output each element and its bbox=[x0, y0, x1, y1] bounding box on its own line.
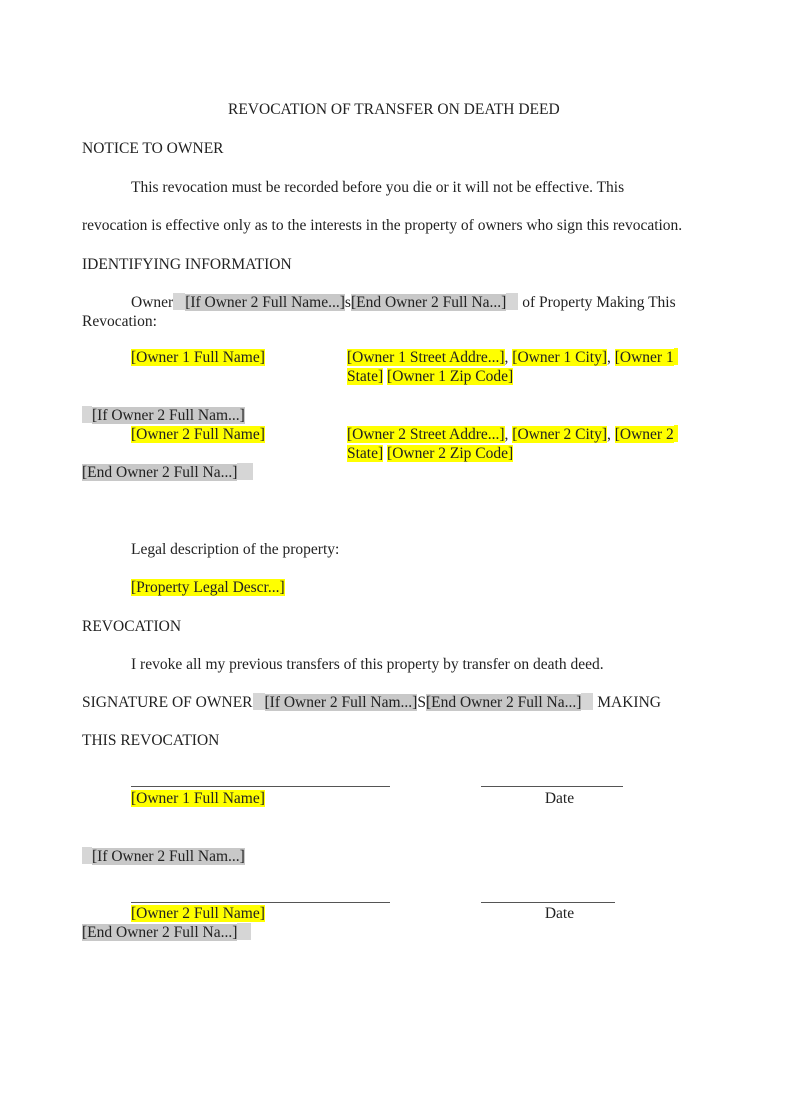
legal-description-label: Legal description of the property: bbox=[131, 541, 340, 558]
owner1-state-highlight-tail bbox=[674, 348, 678, 365]
notice-heading: NOTICE TO OWNER bbox=[82, 140, 224, 157]
document-title: REVOCATION OF TRANSFER ON DEATH DEED bbox=[228, 101, 560, 118]
conditional-marker bbox=[237, 463, 253, 480]
owner-statement-line-2: Revocation: bbox=[82, 313, 157, 330]
owner2-state-highlight-tail bbox=[674, 425, 678, 442]
if-owner2-block-field[interactable]: [If Owner 2 Full Nam...] bbox=[92, 407, 245, 424]
signature-heading-making: MAKING bbox=[597, 694, 661, 711]
plural-s: s bbox=[344, 294, 351, 311]
conditional-marker bbox=[82, 406, 92, 423]
conditional-marker bbox=[581, 693, 593, 710]
signature-heading-start: SIGNATURE OF OWNER bbox=[82, 694, 253, 711]
legal-description-field[interactable] bbox=[131, 578, 285, 597]
notice-text-line-1: This revocation must be recorded before you die or it will not be effective. This bbox=[131, 179, 625, 196]
owner-label: Owner bbox=[131, 294, 174, 311]
notice-text-line-2: revocation is effective only as to the interests in the property of owners who sign this revocation. bbox=[82, 217, 683, 234]
owner1-address-line-1: [Owner 1 Street Addre...], [Owner 1 City], [Owner 1 bbox=[347, 348, 678, 367]
conditional-marker bbox=[173, 293, 185, 310]
owner1-date-line[interactable] bbox=[481, 786, 623, 787]
owner2-address-line-1: [Owner 2 Street Addre...], [Owner 2 City], [Owner 2 bbox=[347, 425, 678, 444]
owner2-signature-name-field bbox=[131, 904, 265, 923]
end-owner2-field[interactable]: [End Owner 2 Full Na...] bbox=[350, 294, 507, 311]
owner-statement-tail: of Property Making This bbox=[522, 294, 676, 311]
date-label-2: Date bbox=[544, 905, 575, 922]
end-owner2-block-field[interactable]: [End Owner 2 Full Na...] bbox=[82, 464, 238, 481]
owner2-city[interactable]: [Owner 2 City] bbox=[512, 426, 607, 443]
owner2-street[interactable]: [Owner 2 Street Addre...] bbox=[347, 426, 505, 443]
legal-description-value[interactable]: [Property Legal Descr...] bbox=[131, 579, 285, 596]
conditional-marker bbox=[506, 293, 518, 310]
owner-statement-line-1 bbox=[131, 293, 676, 312]
plural-s-upper: S bbox=[417, 694, 426, 711]
sig-end-owner2-block-field[interactable]: [End Owner 2 Full Na...] bbox=[82, 924, 238, 941]
owner1-name[interactable]: [Owner 1 Full Name] bbox=[131, 349, 265, 366]
owner1-name-field[interactable] bbox=[131, 348, 265, 367]
owner2-name[interactable]: [Owner 2 Full Name] bbox=[131, 426, 265, 443]
sig-owner2-name[interactable]: [Owner 2 Full Name] bbox=[131, 905, 265, 922]
owner1-state-part1[interactable]: [Owner 1 bbox=[614, 349, 674, 366]
owner1-zip[interactable]: [Owner 1 Zip Code] bbox=[387, 368, 514, 385]
owner2-zip[interactable]: [Owner 2 Zip Code] bbox=[387, 445, 514, 462]
sig-owner1-name[interactable]: [Owner 1 Full Name] bbox=[131, 790, 265, 807]
signature-heading-line-1 bbox=[82, 693, 661, 712]
owner1-signature-line[interactable] bbox=[131, 786, 390, 787]
owner1-address-line-2 bbox=[347, 367, 513, 386]
owner1-street[interactable]: [Owner 1 Street Addre...] bbox=[347, 349, 505, 366]
owner2-state-part1[interactable]: [Owner 2 bbox=[614, 426, 674, 443]
owner1-signature-name-field bbox=[131, 789, 265, 808]
if-owner2-field[interactable]: [If Owner 2 Full Name...] bbox=[185, 294, 345, 311]
revocation-text: I revoke all my previous transfers of this property by transfer on death deed. bbox=[131, 656, 604, 673]
owner1-state-part2[interactable]: State] bbox=[347, 368, 384, 385]
owner2-date-line[interactable] bbox=[481, 902, 615, 903]
conditional-marker bbox=[82, 847, 92, 864]
identifying-heading: IDENTIFYING INFORMATION bbox=[82, 256, 292, 273]
sig-end-owner2-block bbox=[82, 923, 251, 942]
owner2-name-field[interactable] bbox=[131, 425, 265, 444]
revocation-heading: REVOCATION bbox=[82, 618, 182, 635]
owner2-address-line-2 bbox=[347, 444, 513, 463]
owner2-signature-line[interactable] bbox=[131, 902, 390, 903]
conditional-marker bbox=[237, 923, 251, 940]
sig-end-owner2-field[interactable]: [End Owner 2 Full Na...] bbox=[425, 694, 582, 711]
signature-heading-line-2: THIS REVOCATION bbox=[82, 732, 220, 749]
sig-if-owner2-block-field[interactable]: [If Owner 2 Full Nam...] bbox=[92, 848, 245, 865]
owner2-state-part2[interactable]: State] bbox=[347, 445, 384, 462]
conditional-marker bbox=[253, 693, 265, 710]
sig-if-owner2-block bbox=[82, 847, 245, 866]
date-label-1: Date bbox=[544, 790, 575, 807]
if-owner2-block-start bbox=[82, 406, 245, 425]
end-owner2-block bbox=[82, 463, 253, 482]
sig-if-owner2-field[interactable]: [If Owner 2 Full Nam...] bbox=[264, 694, 418, 711]
owner1-city[interactable]: [Owner 1 City] bbox=[512, 349, 607, 366]
